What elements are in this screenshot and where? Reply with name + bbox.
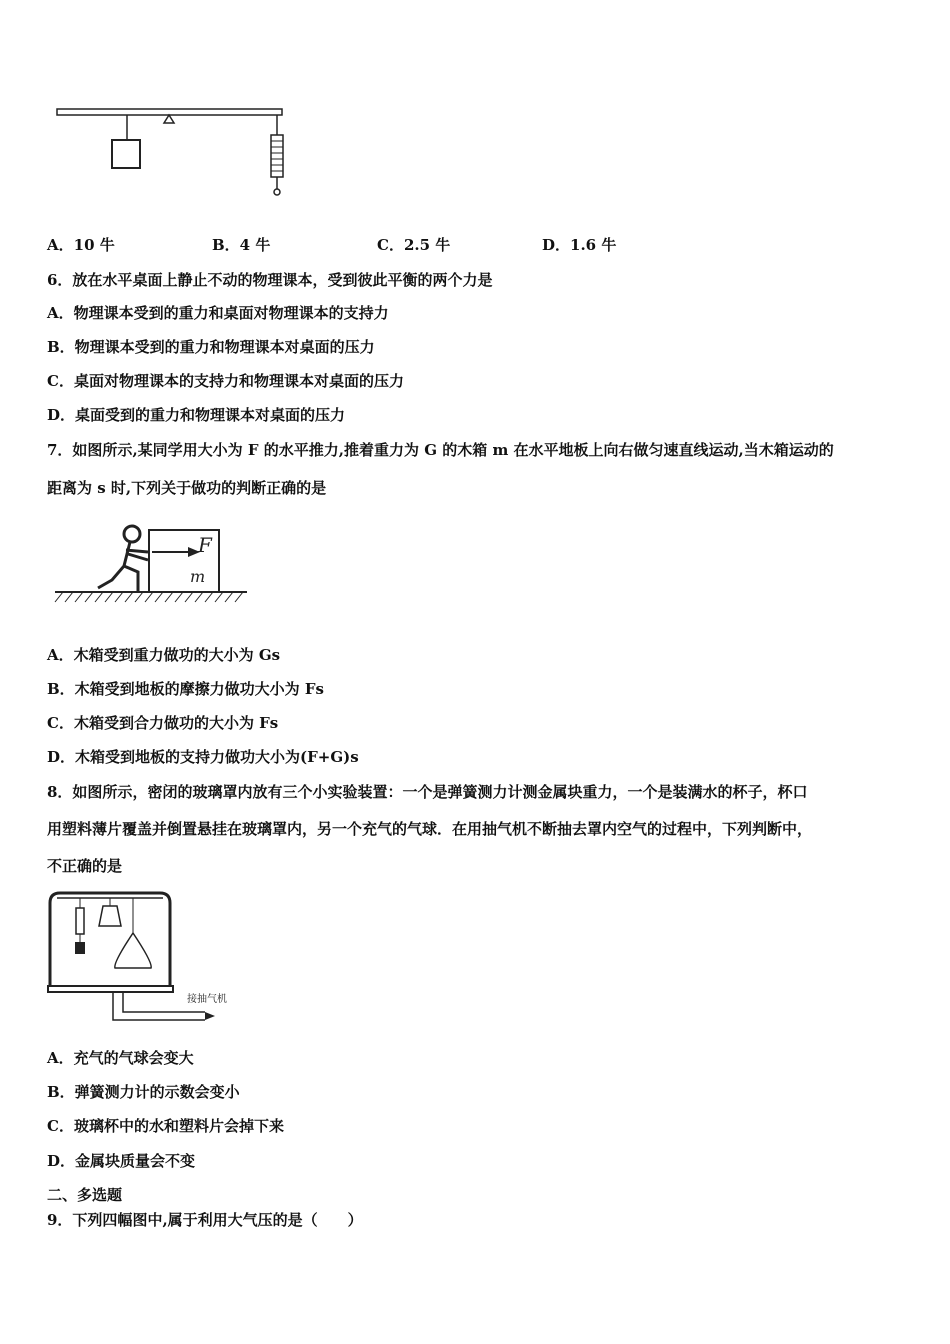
q8-stem-line3: 不正确的是 (47, 857, 123, 875)
q7-option-a: A．木箱受到重力做功的大小为 Gs (47, 646, 281, 664)
q7-stem-line2: 距离为 s 时,下列关于做功的判断正确的是 (47, 479, 327, 497)
q9-stem: 9．下列四幅图中,属于利用大气压的是（ ） (47, 1211, 363, 1229)
q8-stem-line1: 8．如图所示，密闭的玻璃罩内放有三个小实验装置：一个是弹簧测力计测金属块重力，一个是装满水的杯子，杯口 (47, 783, 808, 801)
q8-option-b: B．弹簧测力计的示数会变小 (47, 1083, 240, 1101)
q6-option-d: D．桌面受到的重力和物理课本对桌面的压力 (47, 406, 346, 424)
mass-label: m (190, 567, 206, 586)
q7-option-b: B．木箱受到地板的摩擦力做功大小为 Fs (47, 680, 324, 698)
q8-stem-line2: 用塑料薄片覆盖并倒置悬挂在玻璃罩内，另一个充气的气球．在用抽气机不断抽去罩内空气的过程中，下列判断中， (47, 820, 813, 838)
q7-option-c: C．木箱受到合力做功的大小为 Fs (47, 714, 279, 732)
lever-figure (52, 105, 292, 200)
q8-option-c: C．玻璃杯中的水和塑料片会掉下来 (47, 1117, 284, 1135)
force-label: F (198, 533, 212, 557)
q8-option-d: D．金属块质量会不变 (47, 1152, 196, 1170)
q5-option-a: A．10 牛 (47, 236, 115, 254)
q7-option-d: D．木箱受到地板的支持力做功大小为(F+G)s (47, 748, 359, 766)
q7-stem-line1: 7．如图所示,某同学用大小为 F 的水平推力,推着重力为 G 的木箱 m 在水平地板上向右做匀速直线运动,当木箱运动的 (47, 441, 834, 459)
q6-stem: 6．放在水平桌面上静止不动的物理课本，受到彼此平衡的两个力是 (47, 271, 493, 289)
q6-option-a: A．物理课本受到的重力和桌面对物理课本的支持力 (47, 304, 389, 322)
q8-option-a: A．充气的气球会变大 (47, 1049, 194, 1067)
section-title: 二、多选题 (47, 1186, 123, 1204)
pump-label: 接抽气机 (187, 994, 227, 1005)
q5-option-b: B．4 牛 (212, 236, 271, 254)
push-box-figure (52, 518, 252, 608)
bell-jar-figure (45, 888, 255, 1023)
q5-option-c: C．2.5 牛 (377, 236, 451, 254)
q5-option-d: D．1.6 牛 (542, 236, 617, 254)
q6-option-c: C．桌面对物理课本的支持力和物理课本对桌面的压力 (47, 372, 404, 390)
q6-option-b: B．物理课本受到的重力和物理课本对桌面的压力 (47, 338, 375, 356)
